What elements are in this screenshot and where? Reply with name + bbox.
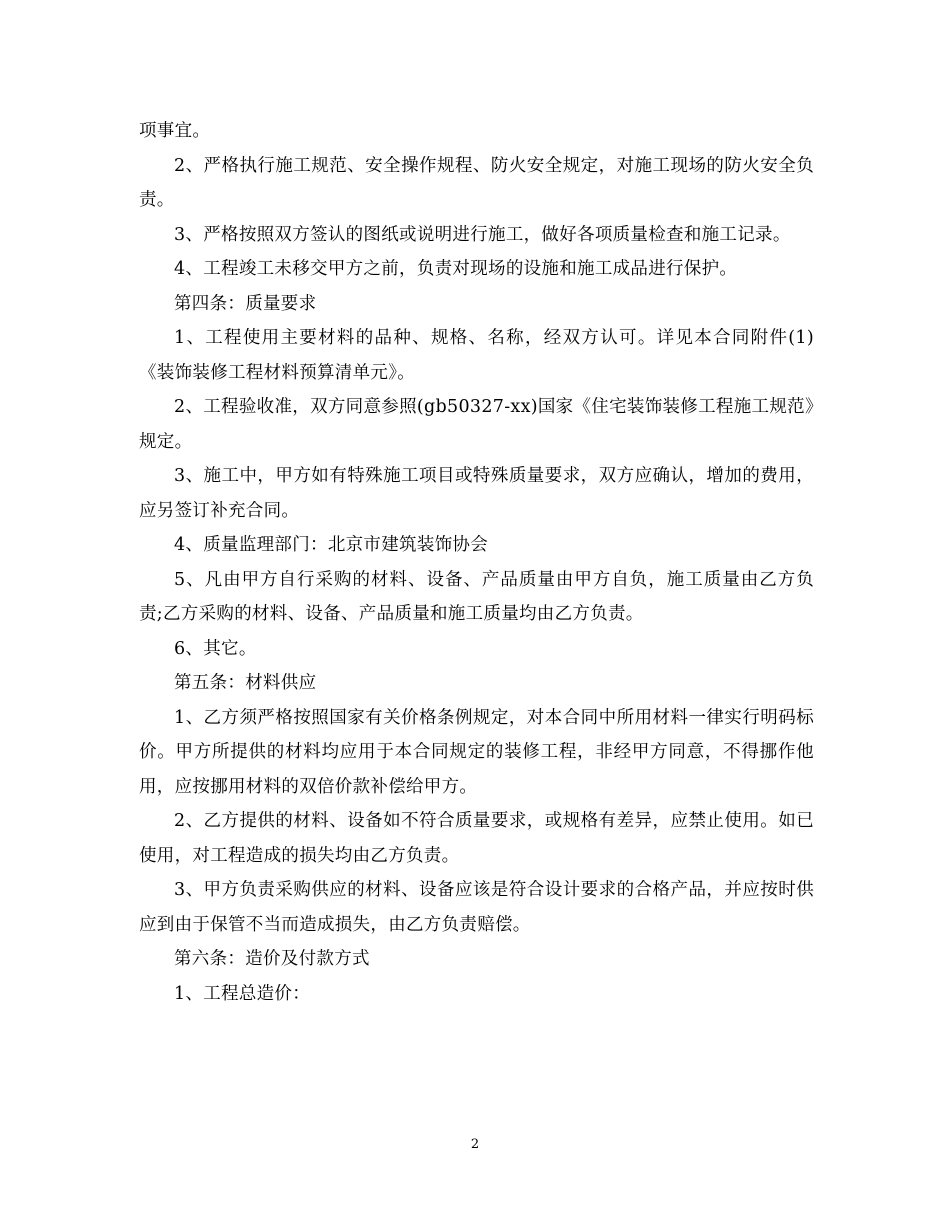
paragraph-materials-2: 2、乙方提供的材料、设备如不符合质量要求，或规格有差异，应禁止使用。如已使用，对工程造成的损失均由乙方负责。 xyxy=(139,811,814,866)
paragraph-quality-4: 4、质量监理部门：北京市建筑装饰协会 xyxy=(174,535,489,555)
document-body xyxy=(139,114,814,1011)
paragraph-price-1: 1、工程总造价： xyxy=(174,983,311,1004)
paragraph-quality-2: 2、工程验收准，双方同意参照(gb50327-xx)国家《住宅装饰装修工程施工规范》规定。 xyxy=(139,397,814,452)
paragraph-quality-5: 5、凡由甲方自行采购的材料、设备、产品质量由甲方自负，施工质量由乙方负责;乙方采购的材料、设备、产品质量和施工质量均由乙方负责。 xyxy=(139,569,814,624)
paragraph-clause-3: 3、严格按照双方签认的图纸或说明进行施工，做好各项质量检查和施工记录。 xyxy=(174,224,791,245)
paragraph-clause-2: 2、严格执行施工规范、安全操作规程、防火安全规定，对施工现场的防火安全负责。 xyxy=(139,155,814,210)
paragraph-continuation: 项事宜。 xyxy=(139,121,211,141)
section-heading-article-5: 第五条：材料供应 xyxy=(174,673,317,693)
section-heading-article-6: 第六条：造价及付款方式 xyxy=(174,949,370,969)
paragraph-quality-3: 3、施工中，甲方如有特殊施工项目或特殊质量要求，双方应确认，增加的费用，应另签订补充合同。 xyxy=(139,466,814,521)
paragraph-clause-4: 4、工程竣工未移交甲方之前，负责对现场的设施和施工成品进行保护。 xyxy=(174,259,738,279)
paragraph-materials-1: 1、乙方须严格按照国家有关价格条例规定，对本合同中所用材料一律实行明码标价。甲方所提供的材料均应用于本合同规定的装修工程，非经甲方同意，不得挪作他用，应按挪用材料的双倍价款补偿给甲方。 xyxy=(139,707,814,797)
paragraph-materials-3: 3、甲方负责采购供应的材料、设备应该是符合设计要求的合格产品，并应按时供应到由于保管不当而造成损失，由乙方负责赔偿。 xyxy=(139,880,814,935)
section-heading-article-4: 第四条：质量要求 xyxy=(174,293,317,314)
paragraph-quality-1: 1、工程使用主要材料的品种、规格、名称，经双方认可。详见本合同附件(1)《装饰装修工程材料预算清单元》。 xyxy=(139,328,814,383)
paragraph-quality-6: 6、其它。 xyxy=(174,638,257,659)
page-number: 2 xyxy=(470,1137,480,1152)
